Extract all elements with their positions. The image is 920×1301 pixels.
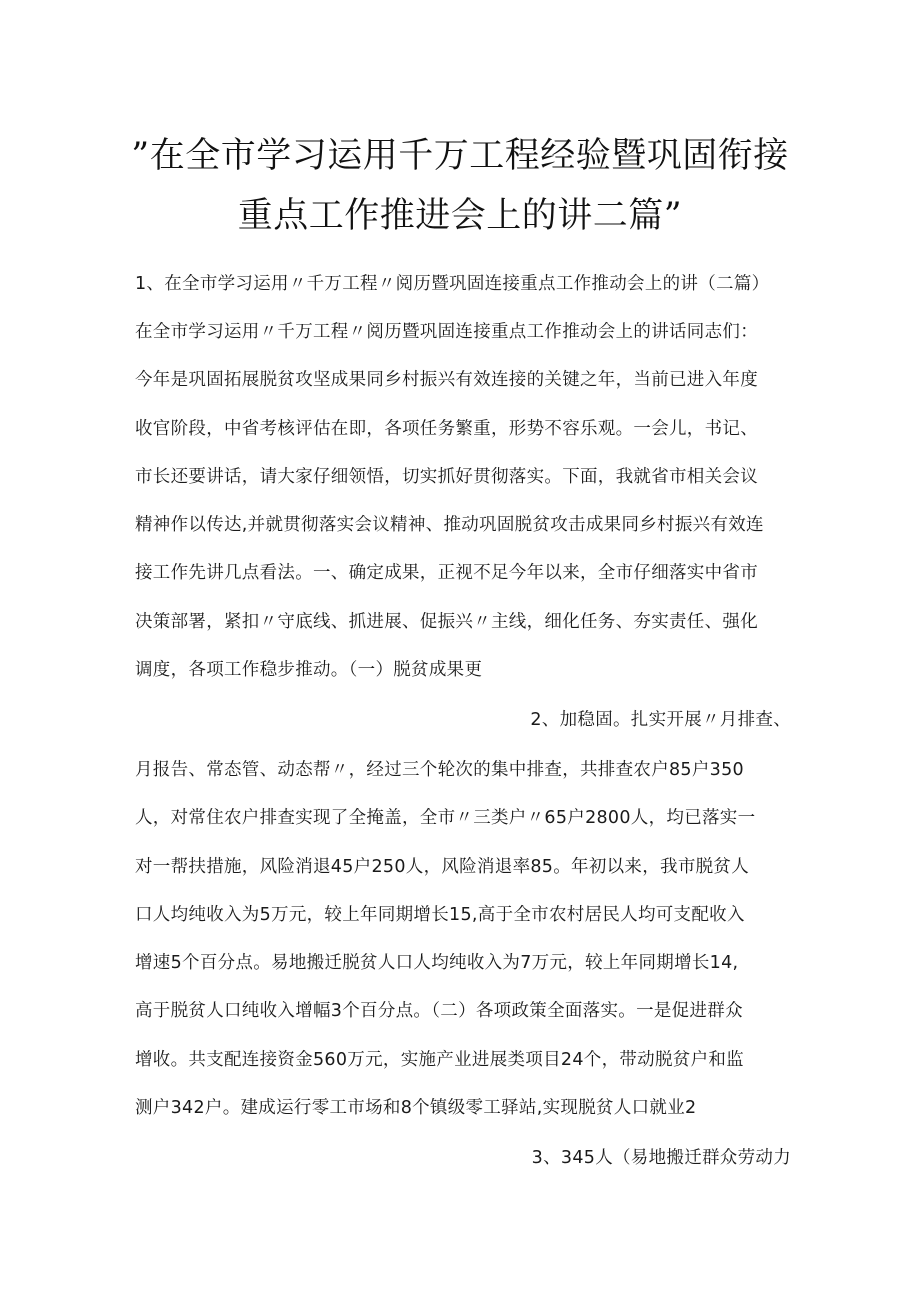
paragraph-line: 精神作以传达,并就贯彻落实会议精神、推动巩固脱贫攻击成果同乡村振兴有效连 — [135, 515, 764, 535]
paragraph-line: 对一帮扶措施，风险消退45户250人，风险消退率85。年初以来，我市脱贫人 — [135, 857, 750, 877]
paragraph-line: 市长还要讲话，请大家仔细领悟，切实抓好贯彻落实。下面，我就省市相关会议 — [135, 467, 758, 487]
paragraph-line: 决策部署，紧扣〃守底线、抓进展、促振兴〃主线，细化任务、夯实责任、强化 — [135, 612, 758, 632]
paragraph-line: 调度，各项工作稳步推动。（一）脱贫成果更 — [135, 660, 483, 680]
paragraph-line: 收官阶段，中省考核评估在即，各项任务繁重，形势不容乐观。一会儿，书记、 — [135, 419, 758, 439]
document-title-line-2: 重点工作推进会上的讲二篇” — [237, 196, 683, 236]
paragraph-line: 增速5个百分点。易地搬迁脱贫人口人均纯收入为7万元，较上年同期增长14, — [135, 953, 739, 973]
paragraph-line: 人，对常住农户排查实现了全掩盖，全市〃三类户〃65户2800人，均已落实一 — [135, 808, 756, 828]
paragraph-line: 口人均纯收入为5万元，较上年同期增长15,高于全市农村居民人均可支配收入 — [135, 905, 745, 925]
paragraph-line: 1、在全市学习运用〃千万工程〃阅历暨巩固连接重点工作推动会上的讲（二篇） — [135, 274, 770, 294]
paragraph-line: 测户342户。建成运行零工市场和8个镇级零工驿站,实现脱贫人口就业2 — [135, 1098, 697, 1118]
paragraph-line: 2、加稳固。扎实开展〃月排查、 — [530, 710, 791, 730]
paragraph-line: 3、345人（易地搬迁群众劳动力 — [531, 1148, 791, 1168]
paragraph-line: 高于脱贫人口纯收入增幅3个百分点。（二）各项政策全面落实。一是促进群众 — [135, 1001, 743, 1021]
paragraph-line: 月报告、常态管、动态帮〃，经过三个轮次的集中排查，共排查农户85户350 — [135, 760, 744, 780]
paragraph-line: 增收。共支配连接资金560万元，实施产业进展类项目24个，带动脱贫户和监 — [135, 1050, 744, 1070]
document-title-line-1: ”在全市学习运用千万工程经验暨巩固衔接 — [131, 136, 789, 176]
paragraph-line: 在全市学习运用〃千万工程〃阅历暨巩固连接重点工作推动会上的讲话同志们： — [135, 322, 758, 342]
paragraph-line: 接工作先讲几点看法。一、确定成果，正视不足今年以来，全市仔细落实中省市 — [135, 563, 758, 583]
paragraph-line: 今年是巩固拓展脱贫攻坚成果同乡村振兴有效连接的关键之年，当前已进入年度 — [135, 370, 758, 390]
